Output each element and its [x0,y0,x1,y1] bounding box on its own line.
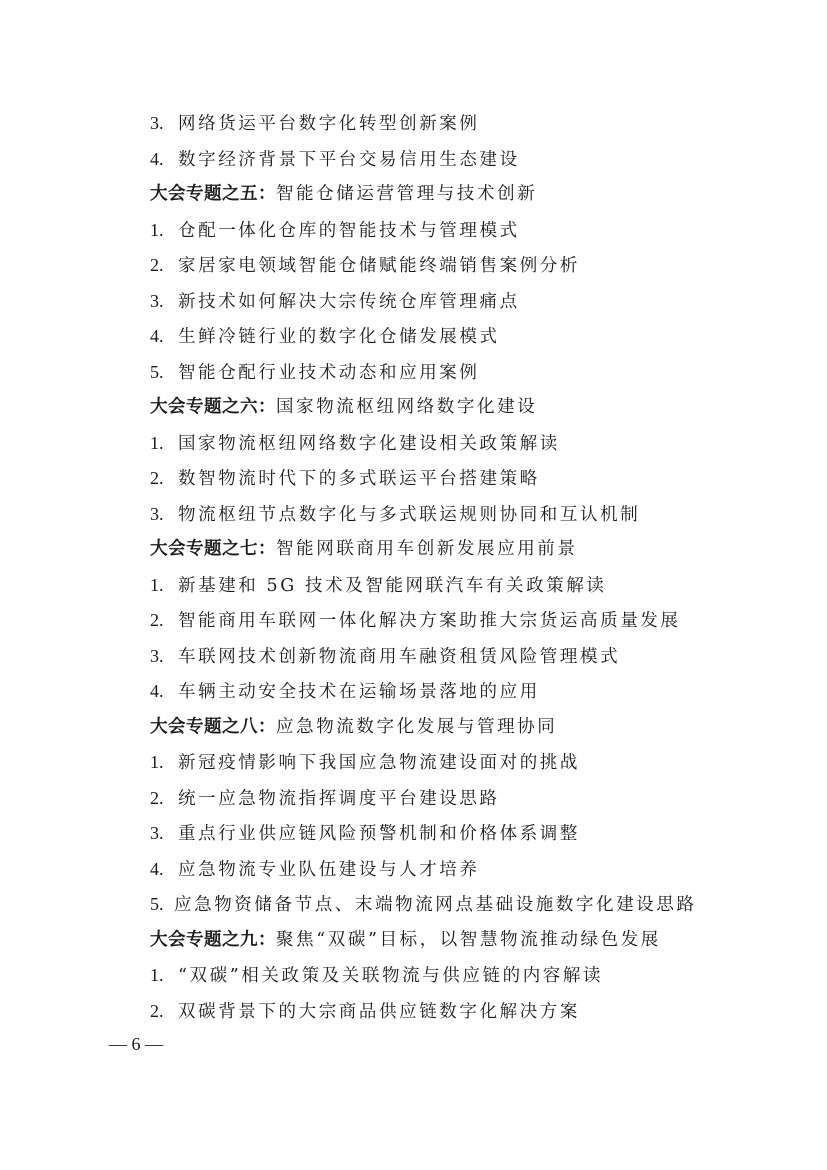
list-item-text: 新基建和 5G 技术及智能网联汽车有关政策解读 [178,575,607,596]
list-item-number: 3. [150,113,164,133]
list-item [150,674,770,710]
document-body [150,106,770,1029]
list-item [150,852,770,888]
list-item-text: 智能仓配行业技术动态和应用案例 [178,362,480,383]
list-item-number: 2. [150,787,164,808]
section-heading [150,177,770,213]
list-item-text: 新技术如何解决大宗传统仓库管理痛点 [178,291,520,312]
list-item-text: 生鲜冷链行业的数字化仓储发展模式 [178,327,500,347]
section-heading-title: 智能网联商用车创新发展应用前景 [276,539,578,559]
list-item [150,816,770,852]
list-item-number: 3. [150,290,164,311]
list-item-number: 2. [150,1000,164,1021]
list-item-text: 应急物资储备节点、末端物流网点基础设施数字化建设思路 [174,895,697,915]
list-item-number: 2. [150,610,164,630]
section-heading [150,390,770,426]
list-item [150,603,770,639]
list-item [150,887,770,923]
list-item [150,248,770,284]
list-item-number: 1. [150,432,164,453]
list-item-number: 5. [150,361,164,382]
section-heading [150,923,770,959]
list-item-text: 统一应急物流指挥调度平台建设思路 [178,788,500,809]
section-heading-prefix: 大会专题之七： [150,539,276,559]
list-item [150,568,770,604]
section-heading-prefix: 大会专题之八： [150,716,276,737]
list-item-text: 家居家电领域智能仓储赋能终端销售案例分析 [178,256,580,276]
section-heading-title: 智能仓储运营管理与技术创新 [276,184,538,204]
list-item-number: 3. [150,645,164,666]
list-item [150,355,770,391]
section-heading-prefix: 大会专题之九： [150,929,276,950]
page-number: — 6 — [109,1034,163,1054]
list-item [150,106,770,142]
list-item-text: 数智物流时代下的多式联运平台搭建策略 [178,469,540,489]
section-heading-prefix: 大会专题之六： [150,397,276,417]
list-item-text: 车辆主动安全技术在运输场景落地的应用 [178,682,540,702]
list-item-text: 重点行业供应链风险预警机制和价格体系调整 [178,824,580,844]
list-item-number: 3. [150,823,164,843]
section-heading [150,532,770,568]
section-heading [150,710,770,746]
section-heading-title: 国家物流枢纽网络数字化建设 [276,397,538,417]
list-item [150,639,770,675]
list-item [150,994,770,1030]
section-heading-title: 应急物流数字化发展与管理协同 [276,716,558,737]
list-item-text: 数字经济背景下平台交易信用生态建设 [178,149,520,170]
list-item-number: 4. [150,326,164,346]
list-item [150,284,770,320]
list-item [150,745,770,781]
list-item-text: “双碳”相关政策及关联物流与供应链的内容解读 [178,966,604,986]
list-item-number: 1. [150,574,164,595]
list-item [150,461,770,497]
list-item-text: 仓配一体化仓库的智能技术与管理模式 [178,220,520,241]
list-item-text: 双碳背景下的大宗商品供应链数字化解决方案 [178,1001,580,1022]
list-item-text: 新冠疫情影响下我国应急物流建设面对的挑战 [178,753,580,773]
list-item-text: 应急物流专业队伍建设与人才培养 [178,859,480,880]
section-heading-prefix: 大会专题之五： [150,184,276,204]
list-item [150,319,770,355]
list-item-text: 智能商用车联网一体化解决方案助推大宗货运高质量发展 [178,611,681,631]
list-item [150,781,770,817]
list-item-text: 车联网技术创新物流商用车融资租赁风险管理模式 [178,646,621,667]
list-item-number: 4. [150,858,164,879]
list-item-number: 2. [150,255,164,275]
list-item [150,213,770,249]
list-item-text: 物流枢纽节点数字化与多式联运规则协同和互认机制 [178,504,641,525]
list-item [150,958,770,994]
list-item-number: 5. [150,894,164,914]
list-item-text: 网络货运平台数字化转型创新案例 [178,114,480,134]
list-item-number: 3. [150,503,164,524]
list-item-number: 4. [150,681,164,701]
list-item [150,142,770,178]
list-item-number: 4. [150,148,164,169]
list-item [150,426,770,462]
list-item [150,497,770,533]
section-heading-title: 聚焦“双碳”目标，以智慧物流推动绿色发展 [276,929,661,950]
list-item-number: 1. [150,965,164,985]
list-item-number: 2. [150,468,164,488]
list-item-text: 国家物流枢纽网络数字化建设相关政策解读 [178,433,560,454]
list-item-number: 1. [150,752,164,772]
list-item-number: 1. [150,219,164,240]
